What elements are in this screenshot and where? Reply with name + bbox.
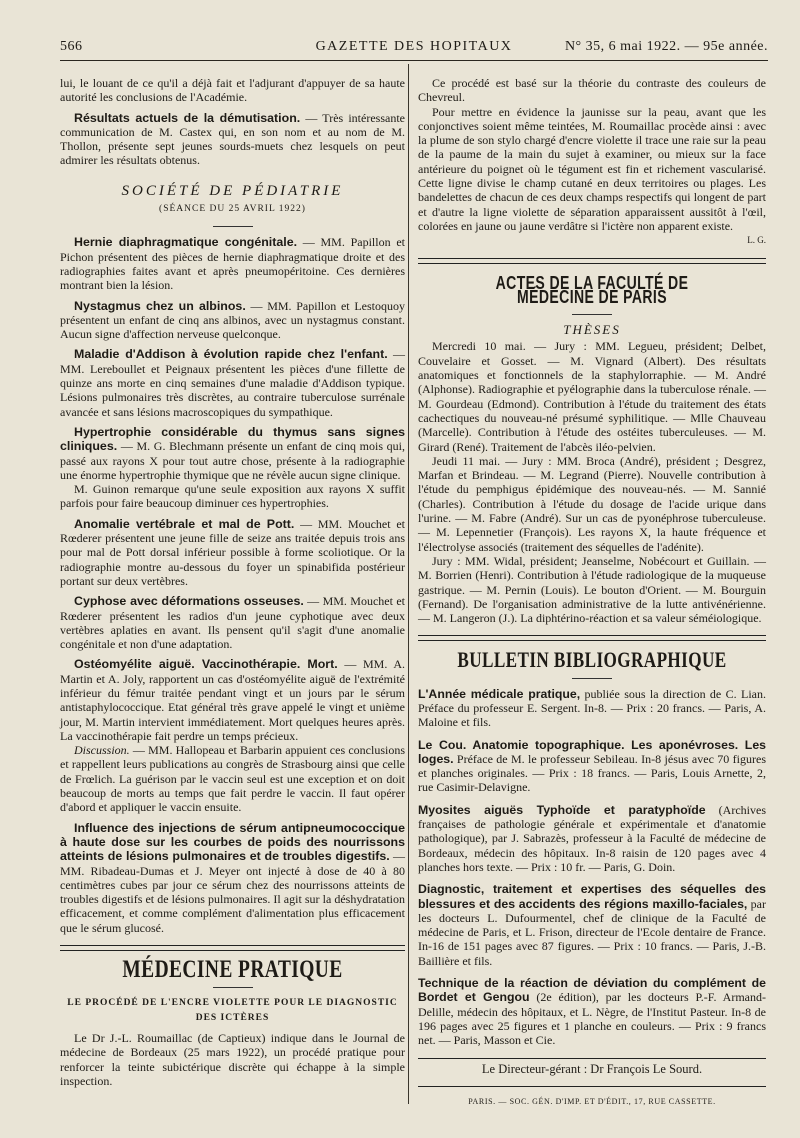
entry bbox=[60, 657, 405, 743]
theses-entry: Jeudi 11 mai. — Jury : MM. Broca (André), président ; Desgrez, Marfan et Brindeau. — M. Legrand (Pierre). Nouvelle contribution à l'étude du pemphigus épidémique des nouveau-nés. — M. Sannié (Charles). Contribution à l'étude du dosage de l'acide urique dans l'urine. — M. Fabre (André). Sur un cas de pyonéphrose tuberculeuse. — M. Lepennetier (François). Les rayons X, la haute fréquence et l'électrolyse associés (traitement des séquelles de l'adénite). bbox=[418, 453, 766, 554]
entry-text: M. Guinon remarque qu'une seule exposition aux rayons X suffit parfois pour faire beaucoup diminuer ces hypertrophies. bbox=[60, 482, 405, 511]
entry-heading: Résultats actuels de la démutisation. bbox=[74, 110, 301, 125]
short-rule bbox=[572, 314, 612, 315]
entry-heading: Nystagmus chez un albinos. bbox=[74, 298, 246, 313]
bibliography-item bbox=[418, 882, 766, 968]
short-rule bbox=[213, 987, 253, 988]
page-header bbox=[60, 36, 768, 61]
bibliography-item bbox=[418, 738, 766, 795]
book-details: par les docteurs L. Dufourmentel, chef de clinique de la Faculté de médecine de Paris, et L. Frison, directeur de l'Ecole dentaire de France. In-16 de 151 pages avec 87 figures. — Prix : 10 francs. — Paris, J.-B. Baillière et fils. bbox=[418, 896, 766, 968]
theses-heading: THÈSES bbox=[563, 322, 621, 338]
society-title: SOCIÉTÉ DE PÉDIATRIE bbox=[121, 182, 344, 199]
column-divider bbox=[408, 64, 409, 1104]
section-title: MÉDECINE PRATIQUE bbox=[122, 956, 343, 984]
printer-line: PARIS. — SOC. GÉN. D'IMP. ET D'ÉDIT., 17, RUE CASSETTE. bbox=[468, 1096, 716, 1106]
left-column bbox=[60, 76, 405, 1088]
book-title: Myosites aiguës Typhoïde et paratyphoïde bbox=[418, 802, 706, 817]
discussion-label: Discussion. bbox=[74, 743, 130, 758]
entry-heading: Hypertrophie considérable du thymus sans signes cliniques. bbox=[60, 424, 405, 454]
book-title: Technique de la réaction de déviation du complément de Bordet et Gengou bbox=[418, 976, 766, 1005]
right-column bbox=[418, 76, 766, 1109]
book-details: Préface de M. le professeur Sebileau. In-8 jésus avec 70 figures et planches originales. — Prix : 18 francs. — Paris, Louis Arnette, 2, rue Casimir-Delavigne. bbox=[418, 751, 766, 795]
section-title: ACTES DE LA FACULTÉ DE MÉDECINE DE PARIS bbox=[495, 272, 689, 307]
bibliography-item bbox=[418, 687, 766, 730]
entry-heading: Cyphose avec déformations osseuses. bbox=[74, 594, 304, 609]
paragraph: Ce procédé est basé sur la théorie du contraste des couleurs de Chevreul. bbox=[418, 76, 766, 105]
page-number: 566 bbox=[60, 39, 83, 54]
short-rule bbox=[213, 226, 253, 227]
entry-text: — MM. Lereboullet et Peignaux présentent les pièces d'une fillette de quinze ans morte en cinq semaines d'une maladie d'Addison typique. Lésions pulmonaires très discrètes, au contraire tuberculose surrénale avancée et sans lésions macroscopiques du sympathique. bbox=[60, 347, 406, 419]
entry bbox=[60, 821, 405, 935]
paragraph: Le Dr J.-L. Roumaillac (de Captieux) indique dans le Journal de médecine de Bordeaux (25 mars 1922), un procédé pratique pour renforcer la teinte subictérique discrète qui échappe à la simple inspection. bbox=[60, 1030, 405, 1088]
entry-heading: Ostéomyélite aiguë. Vaccinothérapie. Mort. bbox=[74, 657, 338, 672]
entry bbox=[60, 594, 405, 651]
entry-heading: Influence des injections de sérum antipneumococcique à haute dose sur les courbes de poids des nourrissons atteints de lésions pulmonaires et de troubles digestifs. bbox=[60, 820, 405, 864]
double-rule bbox=[418, 258, 766, 264]
book-details: (Archives françaises de pathologie générale et expérimentale et d'anatomie pathologique), par J. Sabrazès, professeur à la Faculté de médecine de Bordeaux, médecin des hôpitaux. In-8 raisin de 120 pages avec 4 planches hors texte. — Prix : 10 fr. — Paris, G. Doin. bbox=[418, 802, 766, 874]
double-rule bbox=[418, 635, 766, 641]
journal-title: GAZETTE DES HOPITAUX bbox=[315, 39, 513, 54]
double-rule bbox=[60, 945, 405, 951]
paragraph: lui, le louant de ce qu'il a déjà fait et l'adjurant d'appuyer de sa haute autorité les conclusions de l'Académie. bbox=[60, 76, 405, 105]
entry bbox=[60, 517, 405, 588]
entry bbox=[60, 425, 405, 482]
footer-rule bbox=[418, 1058, 766, 1059]
section-title: BULLETIN BIBLIOGRAPHIQUE bbox=[457, 647, 727, 673]
book-title: L'Année médicale pratique, bbox=[418, 686, 581, 701]
entry-text: — MM. Hallopeau et Barbarin appuient ces conclusions et rappellent leurs publications au congrès de Strasbourg ainsi que celle de Frœlich. La guérison par le vaccin seul est une exception et on doit beaucoup de morts au temps que fait perdre le vaccin. Il faut opérer d'abord et appliquer le vaccin ensuite. bbox=[60, 743, 405, 815]
footer-rule bbox=[418, 1086, 766, 1087]
entry-heading: Hernie diaphragmatique congénitale. bbox=[74, 235, 298, 250]
book-details: (2e édition), par les docteurs P.-F. Armand-Delille, médecin des hôpitaux, et L. Nègre, de l'Institut Pasteur. In-8 de 196 pages avec 25 figures et 1 planche en couleurs. — Prix : 9 francs net. — Paris, Masson et Cie. bbox=[418, 990, 766, 1048]
entry-heading: Maladie d'Addison à évolution rapide chez l'enfant. bbox=[74, 347, 388, 362]
issue-info: N° 35, 6 mai 1922. — 95e année. bbox=[564, 39, 768, 54]
entry-text: — MM. Mouchet et Rœderer présentent les radios d'un jeune cyphotique avec deux vertèbres aplaties en avant. Ils pensent qu'il s'agit d'une anomalie congénitale et non d'une adaptation. bbox=[60, 594, 405, 652]
entry bbox=[60, 235, 405, 292]
book-details: publiée sous la direction de C. Lian. Préface du professeur E. Sergent. In-8. — Prix : 20 francs. — Paris, A. Maloine et fils. bbox=[418, 686, 766, 730]
entry-heading: Anomalie vertébrale et mal de Pott. bbox=[74, 516, 295, 531]
entry bbox=[60, 743, 405, 814]
paragraph bbox=[60, 111, 405, 168]
entry-text: — MM. Ribadeau-Dumas et J. Meyer ont injecté à dose de 40 à 80 centimètres cubes par jour ce sérum chez des nourrissons atteints de troubles digestifs et de lésions pulmonaires. Il agit sur la déshydratation efficacement, et comme complément d'alimentation plus efficacement que le sérum glucosé. bbox=[60, 849, 405, 935]
bibliography-item bbox=[418, 803, 766, 874]
entry-text: — Très intéressante communication de M. Castex qui, en son nom et au nom de M. Thollon, présente sept jeunes sourds-muets chez lesquels on peut admirer les résultats obtenus. bbox=[60, 110, 405, 168]
article-title: LE PROCÉDÉ DE L'ENCRE VIOLETTE POUR LE DIAGNOSTIC DES ICTÈRES bbox=[67, 998, 398, 1023]
entry-text: — M. G. Blechmann présente un enfant de cinq mois qui, passé aux rayons X pour tout autre chose, présente à la radiographie une énorme hypertrophie thymique que ne révèle aucun signe clinique. bbox=[60, 439, 405, 482]
entry bbox=[60, 299, 405, 342]
theses-entry: Mercredi 10 mai. — Jury : MM. Legueu, président; Delbet, Couvelaire et Gosset. — M. Vignard (Albert). Des résultats anatomiques et fonctionnels de la staphylorraphie. — M. André (Alphonse). Radiographie et pyélographie dans la tuberculose rénale. — M. Gourdeau (Edmond). Contribution à l'étude du traitement des états cachectiques du nouveau-né présumé syphilitique. — Mlle Chauveau (Marcelle). Contribution à l'étude des ostéites tuberculeuses. — M. Girard (René). Traitement de l'abcès iléo-pelvien. bbox=[418, 339, 766, 454]
session-date: (SÉANCE DU 25 AVRIL 1922) bbox=[159, 204, 306, 215]
entry bbox=[60, 347, 405, 418]
paragraph: Pour mettre en évidence la jaunisse sur la peau, avant que les conjonctives soient même teintées, M. Roumaillac procède ainsi : avec la plume de son stylo chargé d'encre violette il trace une raie sur la peau de la paume de la main du sujet à examiner, ou mieux sur la face antérieure du poignet où le tégument est fin et richement vascularisé. Cette ligne divise le champ cutané en deux territoires ou plages. Les bandelettes de chacun de ces deux champs respectifs qui longent de part et d'autre la ligne violette de séparation apparaissent aussitôt à l'œil, colorées en jaune ou jaune verdâtre si l'ictère non apparent existe. bbox=[418, 104, 766, 233]
entry-text: — MM. A. Martin et A. Joly, rapportent un cas d'ostéomyélite aiguë de l'extrémité inférieur du fémur traitée pendant vingt et un jours par le sérum antistaphylococcique. Etat général très grave appelé le vingt et unième jour, M. Martin intervient immédiatement. Mort quelques heures après. La vaccinothérapie fait perdre un temps précieux. bbox=[60, 657, 405, 743]
director-line: Le Directeur-gérant : Dr François Le Sourd. bbox=[481, 1061, 703, 1076]
short-rule bbox=[572, 678, 612, 679]
book-title: Diagnostic, traitement et expertises des séquelles des blessures et des accidents des régions maxillo-faciales, bbox=[418, 882, 766, 911]
entry-text: — MM. Papillon et Lestoquoy présentent un enfant de cinq ans albinos, avec un nystagmus constant. Aucun signe d'affection nerveuse quelconque. bbox=[60, 298, 405, 342]
entry-text: — MM. Papillon et Pichon présentent des pièces de hernie diaphragmatique droite et des radiographies faites avant et après pneumopéritoine. Ces dernières montrant bien la lésion. bbox=[60, 235, 405, 293]
bibliography-item bbox=[418, 976, 766, 1047]
entry-text: — MM. Mouchet et Rœderer présentent une jeune fille de seize ans traitée depuis trois ans pour mal de Pott dorsal inférieur possible à forme scoliotique. Or la radiographie montre au-dessous du foyer un spinabifida postérieur portant sur deux vertèbres. bbox=[60, 516, 406, 588]
signature-initials: L. G. bbox=[747, 235, 766, 246]
book-title: Le Cou. Anatomie topographique. Les aponévroses. Les loges. bbox=[418, 737, 766, 766]
theses-entry: Jury : MM. Widal, président; Jeanselme, Nobécourt et Guillain. — M. Borrien (Henri). Contribution à l'étude radiologique de la muqueuse gastrique. — M. Pernin (Louis). Le bouton d'Orient. — M. Bourguin (Fernand). De l'organisation administrative de la lutte antivénérienne. — M. Langeron (J.). La diphtérino-réaction et sa valeur séméiologique. bbox=[418, 553, 766, 626]
